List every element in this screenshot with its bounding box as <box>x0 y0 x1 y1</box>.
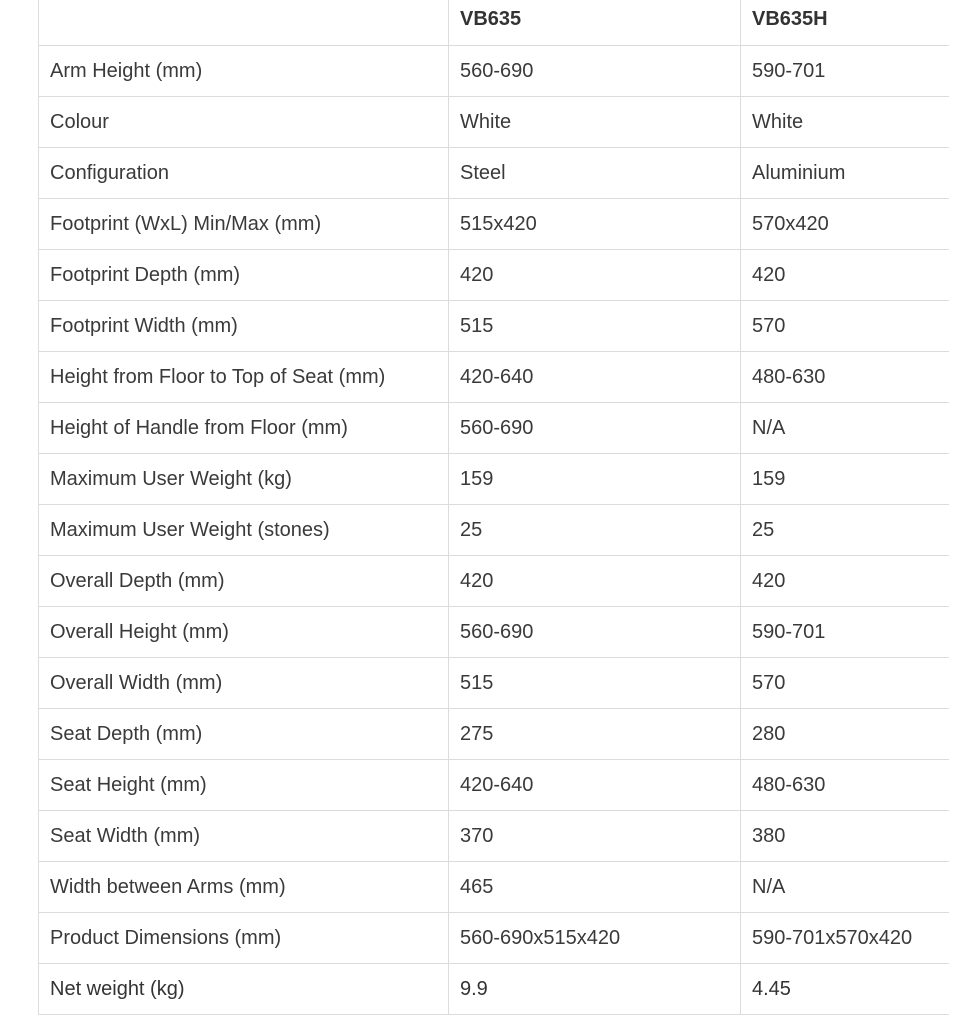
table-row <box>39 760 949 811</box>
table-row <box>39 811 949 862</box>
spec-value-vb635h: 570 <box>741 658 949 709</box>
table-header-row <box>39 0 949 46</box>
spec-value-vb635: 560-690x515x420 <box>449 913 741 964</box>
spec-value-vb635: Steel <box>449 148 741 199</box>
spec-table <box>38 0 949 1015</box>
spec-value-vb635: 9.9 <box>449 964 741 1015</box>
spec-value-vb635: 25 <box>449 505 741 556</box>
spec-value-vb635h: 480-630 <box>741 760 949 811</box>
spec-value-vb635h: 420 <box>741 556 949 607</box>
table-row <box>39 658 949 709</box>
spec-label: Maximum User Weight (stones) <box>39 505 449 556</box>
spec-value-vb635: 560-690 <box>449 403 741 454</box>
spec-label: Configuration <box>39 148 449 199</box>
spec-value-vb635: 515 <box>449 301 741 352</box>
spec-label: Overall Depth (mm) <box>39 556 449 607</box>
spec-value-vb635: 370 <box>449 811 741 862</box>
table-row <box>39 352 949 403</box>
table-row <box>39 403 949 454</box>
table-row <box>39 709 949 760</box>
spec-value-vb635: 420-640 <box>449 352 741 403</box>
table-row <box>39 46 949 97</box>
spec-value-vb635: White <box>449 97 741 148</box>
spec-value-vb635h: 280 <box>741 709 949 760</box>
spec-value-vb635h: 25 <box>741 505 949 556</box>
spec-label: Overall Height (mm) <box>39 607 449 658</box>
header-model-vb635h: VB635H <box>741 0 949 46</box>
spec-value-vb635h: 4.45 <box>741 964 949 1015</box>
spec-label: Seat Depth (mm) <box>39 709 449 760</box>
spec-value-vb635: 159 <box>449 454 741 505</box>
spec-label: Overall Width (mm) <box>39 658 449 709</box>
spec-value-vb635h: 380 <box>741 811 949 862</box>
table-row <box>39 199 949 250</box>
spec-value-vb635h: 570x420 <box>741 199 949 250</box>
spec-label: Footprint Width (mm) <box>39 301 449 352</box>
table-row <box>39 862 949 913</box>
spec-label: Arm Height (mm) <box>39 46 449 97</box>
spec-value-vb635h: 159 <box>741 454 949 505</box>
spec-value-vb635: 515x420 <box>449 199 741 250</box>
table-row <box>39 97 949 148</box>
spec-table-container <box>38 0 948 1015</box>
spec-value-vb635: 420 <box>449 556 741 607</box>
table-row <box>39 454 949 505</box>
table-row <box>39 505 949 556</box>
spec-value-vb635: 420-640 <box>449 760 741 811</box>
spec-value-vb635h: 420 <box>741 250 949 301</box>
spec-value-vb635: 560-690 <box>449 607 741 658</box>
spec-label: Width between Arms (mm) <box>39 862 449 913</box>
spec-label: Seat Height (mm) <box>39 760 449 811</box>
table-row <box>39 556 949 607</box>
spec-label: Seat Width (mm) <box>39 811 449 862</box>
spec-label: Height from Floor to Top of Seat (mm) <box>39 352 449 403</box>
spec-value-vb635h: 590-701x570x420 <box>741 913 949 964</box>
spec-value-vb635h: N/A <box>741 862 949 913</box>
spec-value-vb635: 515 <box>449 658 741 709</box>
spec-value-vb635: 275 <box>449 709 741 760</box>
spec-label: Footprint Depth (mm) <box>39 250 449 301</box>
table-row <box>39 301 949 352</box>
header-label-cell <box>39 0 449 46</box>
spec-value-vb635h: White <box>741 97 949 148</box>
spec-value-vb635h: 590-701 <box>741 607 949 658</box>
spec-label: Height of Handle from Floor (mm) <box>39 403 449 454</box>
spec-label: Product Dimensions (mm) <box>39 913 449 964</box>
spec-label: Maximum User Weight (kg) <box>39 454 449 505</box>
spec-value-vb635h: N/A <box>741 403 949 454</box>
spec-value-vb635: 420 <box>449 250 741 301</box>
spec-value-vb635h: Aluminium <box>741 148 949 199</box>
table-row <box>39 607 949 658</box>
spec-value-vb635h: 480-630 <box>741 352 949 403</box>
spec-value-vb635h: 570 <box>741 301 949 352</box>
table-row <box>39 964 949 1015</box>
table-row <box>39 913 949 964</box>
table-body <box>39 46 949 1015</box>
spec-label: Net weight (kg) <box>39 964 449 1015</box>
spec-value-vb635: 465 <box>449 862 741 913</box>
spec-value-vb635h: 590-701 <box>741 46 949 97</box>
spec-label: Colour <box>39 97 449 148</box>
table-row <box>39 250 949 301</box>
header-model-vb635: VB635 <box>449 0 741 46</box>
spec-value-vb635: 560-690 <box>449 46 741 97</box>
spec-label: Footprint (WxL) Min/Max (mm) <box>39 199 449 250</box>
table-row <box>39 148 949 199</box>
